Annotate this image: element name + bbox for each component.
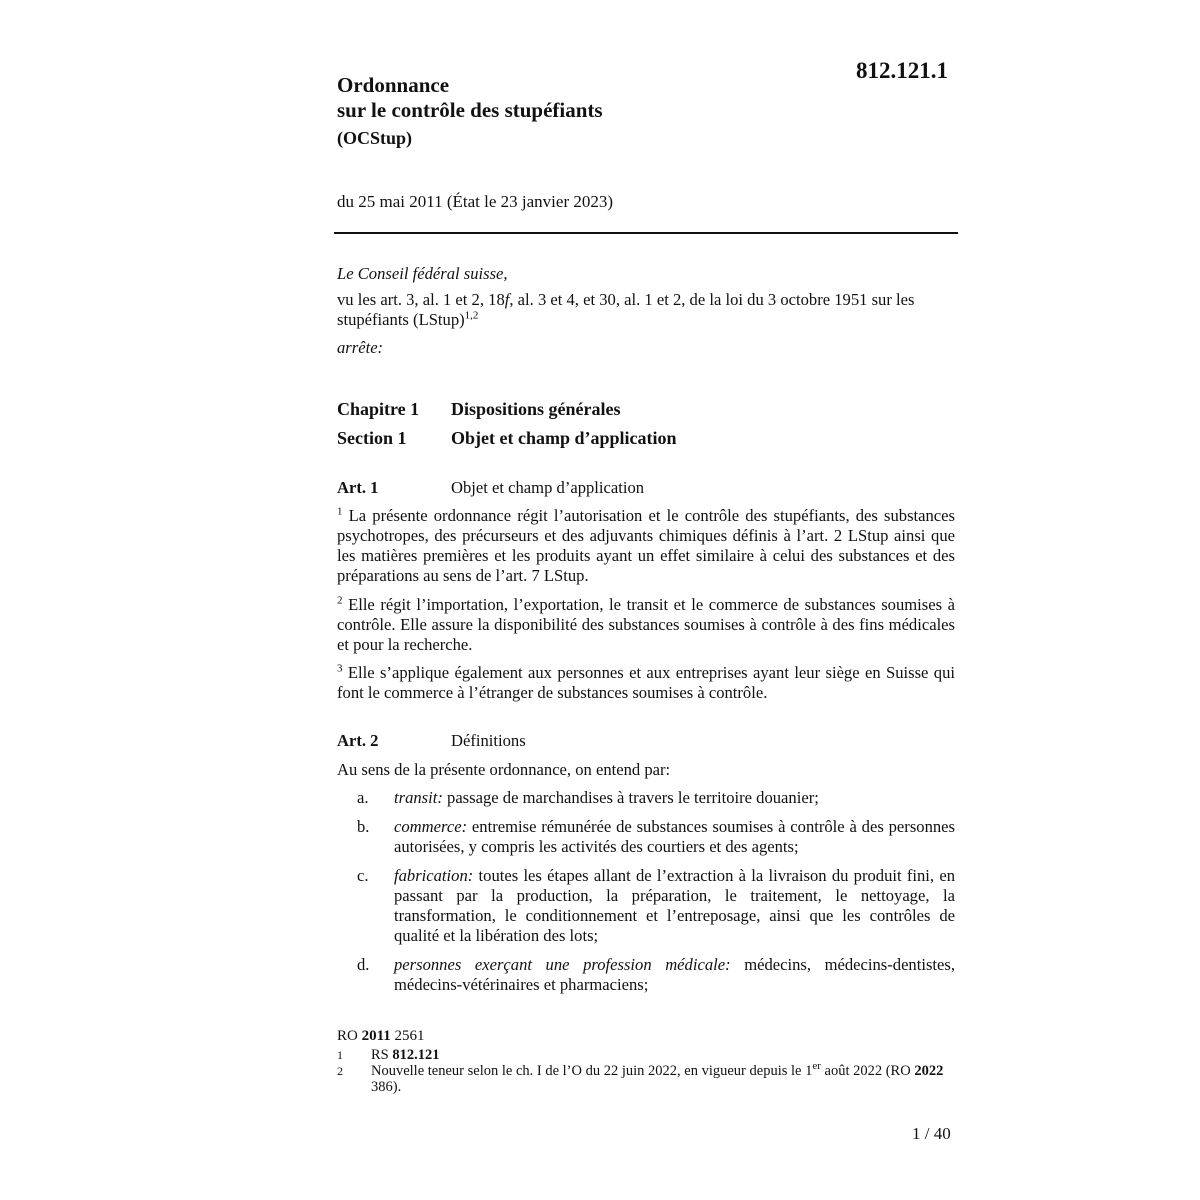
header-divider bbox=[334, 232, 958, 234]
title-abbreviation: (OCStup) bbox=[337, 128, 413, 148]
art2-heading bbox=[337, 731, 526, 751]
ro-reference: RO 2011 2561 bbox=[337, 1028, 425, 1044]
list-item: a. transit: passage de marchandises à travers le territoire douanier; bbox=[357, 788, 819, 807]
chapter-label: Chapitre 1 bbox=[337, 399, 420, 419]
section-title: Objet et champ d’application bbox=[451, 428, 677, 448]
chapter-heading bbox=[337, 399, 621, 420]
art2-number: Art. 2 bbox=[337, 731, 379, 750]
preamble-vu: vu les art. 3, al. 1 et 2, 18f, al. 3 et 4, et 30, al. 1 et 2, de la loi du 3 octobre 1951 sur les stupéfiants (LStup)$^{1,2}$ bbox=[337, 290, 915, 329]
definitions-list bbox=[337, 788, 955, 1004]
section-heading bbox=[337, 428, 677, 449]
title-line-2: sur le contrôle des stupéfiants bbox=[337, 98, 603, 122]
sr-number: 812.121.1 bbox=[856, 58, 948, 83]
art1-paragraph-3: $^3$ Elle s’applique également aux personnes et aux entreprises ayant leur siège en Suisse qui font le commerce à l’étranger de substances soumises à contrôle. bbox=[337, 662, 955, 702]
page-number: 1 / 40 bbox=[912, 1124, 951, 1143]
chapter-title: Dispositions générales bbox=[451, 399, 621, 419]
art2-intro: Au sens de la présente ordonnance, on entend par: bbox=[337, 760, 671, 779]
document-title bbox=[337, 73, 603, 151]
art1-paragraph-2: $^2$ Elle régit l’importation, l’exportation, le transit et le commerce de substances soumises à contrôle. Elle assure la disponibilité des substances soumises à contrôle à des fins médicales et pour la recherche. bbox=[337, 594, 955, 654]
section-label: Section 1 bbox=[337, 428, 407, 448]
art1-number: Art. 1 bbox=[337, 478, 379, 497]
art1-paragraph-1: $^1$ La présente ordonnance régit l’autorisation et le contrôle des stupéfiants, des substances psychotropes, des précurseurs et des adjuvants chimiques définis à l’art. 2 LStup ainsi que les matières premières et les produits ayant un effet similaire à celui des substances et des préparations au sens de l’art. 7 LStup. bbox=[337, 505, 955, 585]
list-item: d. personnes exerçant une profession médicale: médecins, médecins-dentistes, médecins-vétérinaires et pharmaciens; bbox=[357, 955, 955, 994]
list-item: c. fabrication: toutes les étapes allant de l’extraction à la livraison du produit fini, en passant par la production, la préparation, le traitement, le nettoyage, la transformation, le conditionnement et l’entreposage, ainsi que les contrôles de qualité et la libération des lots; bbox=[357, 866, 955, 945]
list-item: b. commerce: entremise rémunérée de substances soumises à contrôle à des personnes autorisées, y compris les activités des courtiers et des agents; bbox=[357, 817, 955, 856]
footnote-2: 2 Nouvelle teneur selon le ch. I de l’O du 22 juin 2022, en vigueur depuis le 1er août 2022 (RO 2022 386). bbox=[337, 1060, 944, 1095]
art1-title: Objet et champ d’application bbox=[451, 478, 645, 497]
title-line-1: Ordonnance bbox=[337, 73, 450, 97]
date-line: du 25 mai 2011 (État le 23 janvier 2023) bbox=[337, 192, 614, 211]
art2-title: Définitions bbox=[451, 731, 526, 750]
art1-heading bbox=[337, 478, 644, 498]
footnote-1: 1 RS 812.121 bbox=[337, 1047, 440, 1063]
preamble-authority: Le Conseil fédéral suisse, bbox=[337, 264, 508, 283]
footnote-ref[interactable]: 1,2 bbox=[464, 309, 479, 322]
preamble-arrete: arrête: bbox=[337, 338, 384, 357]
